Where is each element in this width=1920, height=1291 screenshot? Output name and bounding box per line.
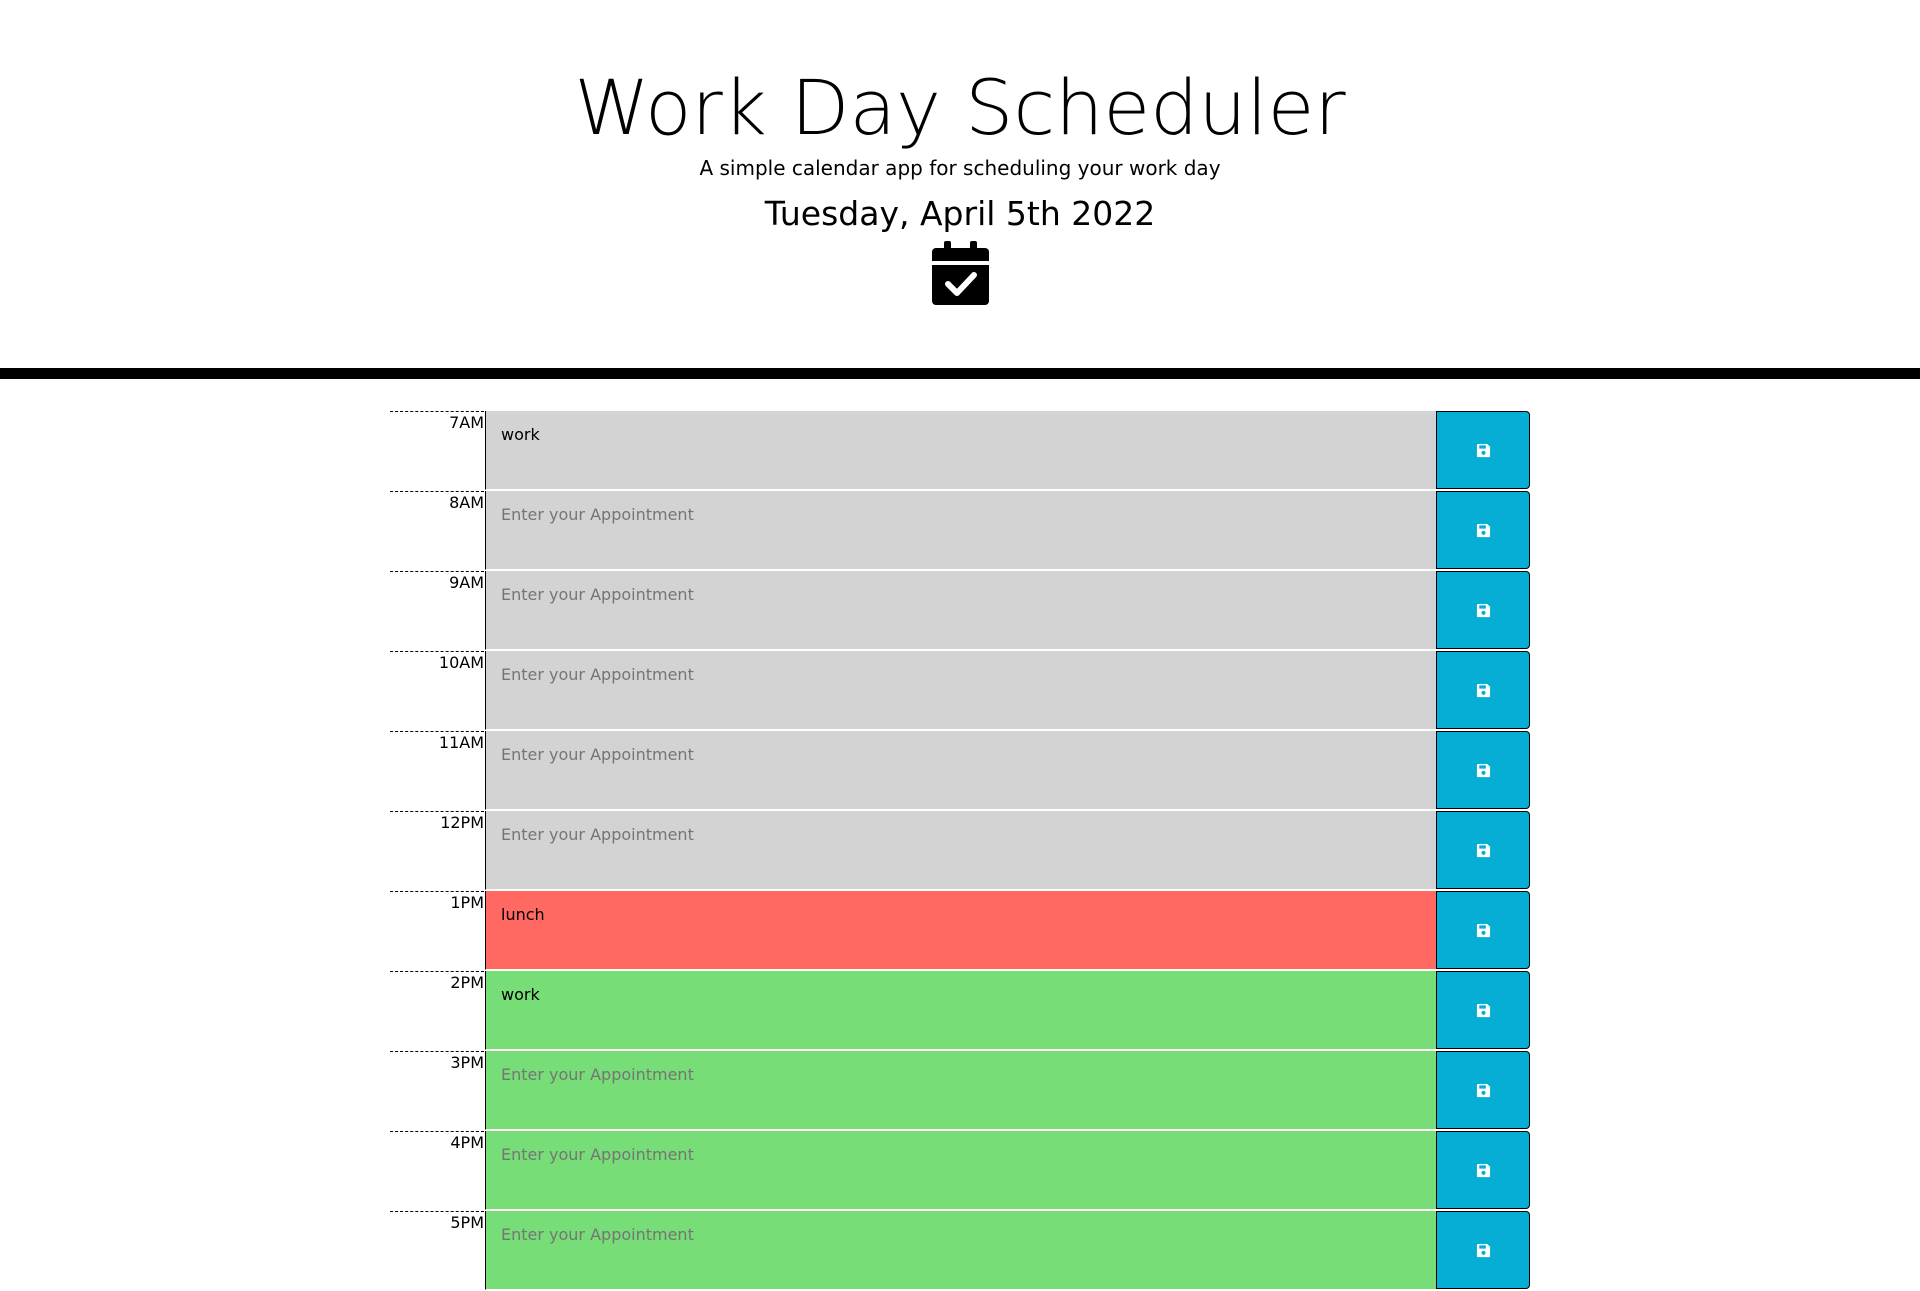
- time-block-row: [390, 1131, 1530, 1211]
- hour-label: [390, 411, 484, 490]
- hour-label-text: 11AM: [438, 733, 484, 752]
- save-button[interactable]: [1436, 651, 1530, 729]
- appointment-input[interactable]: [485, 491, 1436, 570]
- save-button[interactable]: [1436, 491, 1530, 569]
- appointment-input[interactable]: [485, 1211, 1436, 1290]
- floppy-disk-icon: [1476, 443, 1491, 458]
- appointment-input[interactable]: [485, 411, 1436, 490]
- hour-label-text: 8AM: [449, 493, 484, 512]
- header-divider: [0, 368, 1920, 379]
- save-button[interactable]: [1436, 811, 1530, 889]
- appointment-input[interactable]: [485, 1051, 1436, 1130]
- time-block-row: [390, 1051, 1530, 1131]
- floppy-disk-icon: [1476, 1243, 1491, 1258]
- hour-label: [390, 811, 484, 890]
- save-button[interactable]: [1436, 891, 1530, 969]
- save-button[interactable]: [1436, 411, 1530, 489]
- floppy-disk-icon: [1476, 523, 1491, 538]
- floppy-disk-icon: [1476, 843, 1491, 858]
- current-date: Tuesday, April 5th 2022: [764, 194, 1156, 233]
- save-button[interactable]: [1436, 1131, 1530, 1209]
- hour-label: [390, 731, 484, 810]
- hour-label: [390, 1211, 484, 1290]
- hour-label: [390, 491, 484, 570]
- hour-label-text: 4PM: [450, 1133, 484, 1152]
- time-block-row: [390, 491, 1530, 571]
- appointment-input[interactable]: [485, 1131, 1436, 1210]
- hour-label: [390, 651, 484, 730]
- floppy-disk-icon: [1476, 763, 1491, 778]
- hour-label: [390, 1131, 484, 1210]
- time-block-row: [390, 571, 1530, 651]
- hour-label: [390, 891, 484, 970]
- hour-label-text: 1PM: [450, 893, 484, 912]
- calendar-check-icon: [932, 241, 989, 305]
- save-button[interactable]: [1436, 1211, 1530, 1289]
- hour-label-text: 3PM: [450, 1053, 484, 1072]
- appointment-input[interactable]: [485, 971, 1436, 1050]
- floppy-disk-icon: [1476, 923, 1491, 938]
- save-button[interactable]: [1436, 571, 1530, 649]
- save-button[interactable]: [1436, 1051, 1530, 1129]
- appointment-input[interactable]: [485, 731, 1436, 810]
- time-block-row: [390, 971, 1530, 1051]
- time-block-row: [390, 411, 1530, 491]
- appointment-input[interactable]: [485, 891, 1436, 970]
- hour-label-text: 10AM: [438, 653, 484, 672]
- hour-label-text: 5PM: [450, 1213, 484, 1232]
- appointment-input[interactable]: [485, 651, 1436, 730]
- floppy-disk-icon: [1476, 1083, 1491, 1098]
- page-header: [0, 0, 1920, 370]
- time-block-row: [390, 811, 1530, 891]
- hour-label-text: 7AM: [449, 413, 484, 432]
- floppy-disk-icon: [1476, 1163, 1491, 1178]
- time-block-row: [390, 891, 1530, 971]
- save-button[interactable]: [1436, 731, 1530, 809]
- time-block-row: [390, 651, 1530, 731]
- time-block-row: [390, 1211, 1530, 1291]
- floppy-disk-icon: [1476, 683, 1491, 698]
- hour-label: [390, 571, 484, 650]
- hour-label-text: 9AM: [449, 573, 484, 592]
- save-button[interactable]: [1436, 971, 1530, 1049]
- appointment-input[interactable]: [485, 811, 1436, 890]
- floppy-disk-icon: [1476, 603, 1491, 618]
- floppy-disk-icon: [1476, 1003, 1491, 1018]
- page-title: Work Day Scheduler: [574, 63, 1346, 152]
- hour-label-text: 12PM: [440, 813, 484, 832]
- hour-label-text: 2PM: [450, 973, 484, 992]
- time-block-row: [390, 731, 1530, 811]
- hour-label: [390, 1051, 484, 1130]
- appointment-input[interactable]: [485, 571, 1436, 650]
- hour-label: [390, 971, 484, 1050]
- page-subtitle: A simple calendar app for scheduling your work day: [699, 156, 1221, 180]
